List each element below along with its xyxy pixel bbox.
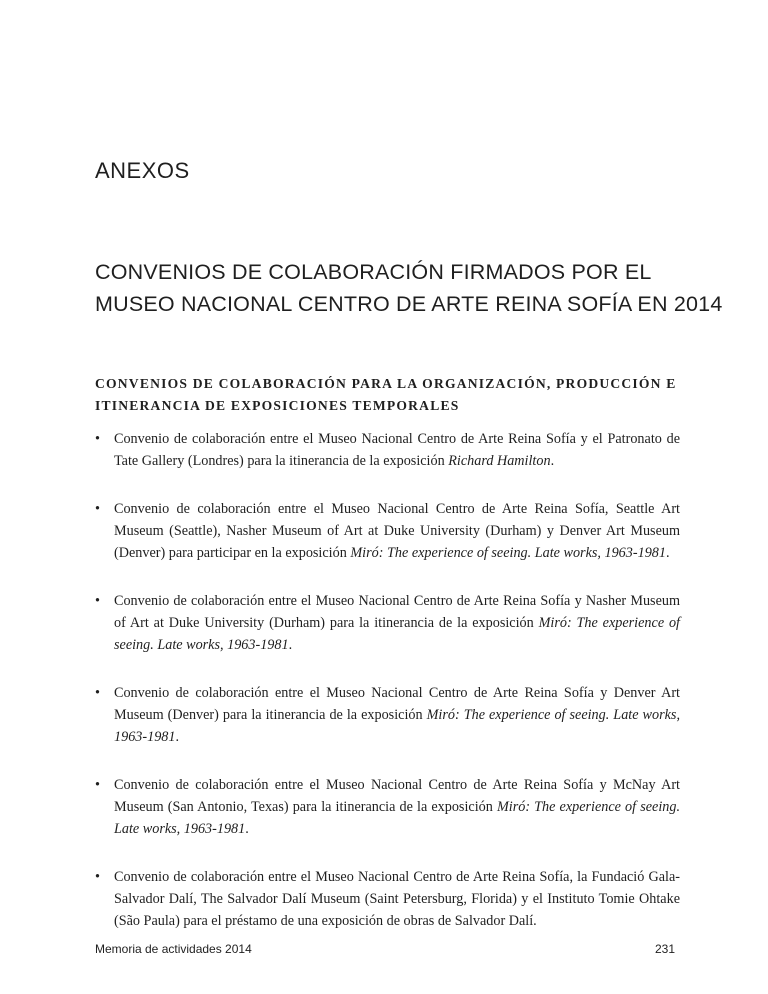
document-title	[95, 256, 723, 320]
item-text: Convenio de colaboración entre el Museo Nacional Centro de Arte Reina Sofía y el Patronato de Tate Gallery (Londres) para la itinerancia de la exposición	[114, 431, 680, 469]
list-item	[95, 428, 680, 472]
agreements-list	[95, 428, 680, 958]
section-title: ANEXOS	[95, 158, 190, 183]
item-tail: .	[245, 821, 249, 837]
page-number: 231	[654, 942, 675, 956]
bullet-icon: •	[95, 431, 100, 447]
item-exhibition-title: Miró: The experience of seeing. Late works, 1963-1981	[350, 545, 666, 561]
document-title-line-1: CONVENIOS DE COLABORACIÓN FIRMADOS POR EL	[95, 260, 652, 284]
list-item	[95, 682, 680, 748]
item-tail: .	[550, 453, 555, 469]
list-item	[95, 590, 680, 656]
item-exhibition-title: Richard Hamilton	[448, 453, 551, 469]
list-item	[95, 498, 680, 564]
bullet-icon: •	[95, 869, 100, 885]
item-exhibition-title: Miró: The experience of seeing. Late works, 1963-1981	[114, 615, 680, 653]
item-text: Convenio de colaboración entre el Museo Nacional Centro de Arte Reina Sofía y Denver Art Museum (Denver) para la itinerancia de la exposición	[114, 685, 680, 723]
subheading-line-2: ITINERANCIA DE EXPOSICIONES TEMPORALES	[95, 398, 460, 413]
item-exhibition-title: Miró: The experience of seeing. Late works, 1963-1981	[114, 707, 680, 745]
document-title-line-2: MUSEO NACIONAL CENTRO DE ARTE REINA SOFÍA EN 2014	[95, 292, 723, 316]
bullet-icon: •	[95, 777, 100, 793]
item-tail: .	[175, 729, 180, 745]
item-text: Convenio de colaboración entre el Museo Nacional Centro de Arte Reina Sofía, Seattle Art Museum (Seattle), Nasher Museum of Art at Duke University (Durham) y Denver Art Museum (Denver) para participar en la exposición	[114, 501, 680, 561]
item-text: Convenio de colaboración entre el Museo Nacional Centro de Arte Reina Sofía y Nasher Museum of Art at Duke University (Durham) para la itinerancia de la exposición	[114, 593, 680, 631]
list-item	[95, 774, 680, 840]
item-exhibition-title: Miró: The experience of seeing. Late works, 1963-1981	[114, 799, 680, 837]
item-text: Convenio de colaboración entre el Museo Nacional Centro de Arte Reina Sofía y McNay Art Museum (San Antonio, Texas) para la itinerancia de la exposición	[114, 777, 680, 815]
subheading-line-1: CONVENIOS DE COLABORACIÓN PARA LA ORGANIZACIÓN, PRODUCCIÓN E	[95, 376, 677, 391]
bullet-icon: •	[95, 685, 100, 701]
item-tail: .	[665, 545, 670, 561]
footer-publication-title: Memoria de actividades 2014	[95, 942, 252, 956]
bullet-icon: •	[95, 501, 100, 517]
item-tail: .	[288, 637, 293, 653]
subheading	[95, 373, 675, 417]
bullet-icon: •	[95, 593, 100, 609]
item-text: Convenio de colaboración entre el Museo Nacional Centro de Arte Reina Sofía, la Fundació Gala-Salvador Dalí, The Salvador Dalí Museum (Saint Petersburg, Florida) y el Instituto Tomie Ohtake (São Paula) para el préstamo de una exposición de obras de Salvador Dalí.	[114, 869, 680, 929]
list-item	[95, 866, 680, 932]
